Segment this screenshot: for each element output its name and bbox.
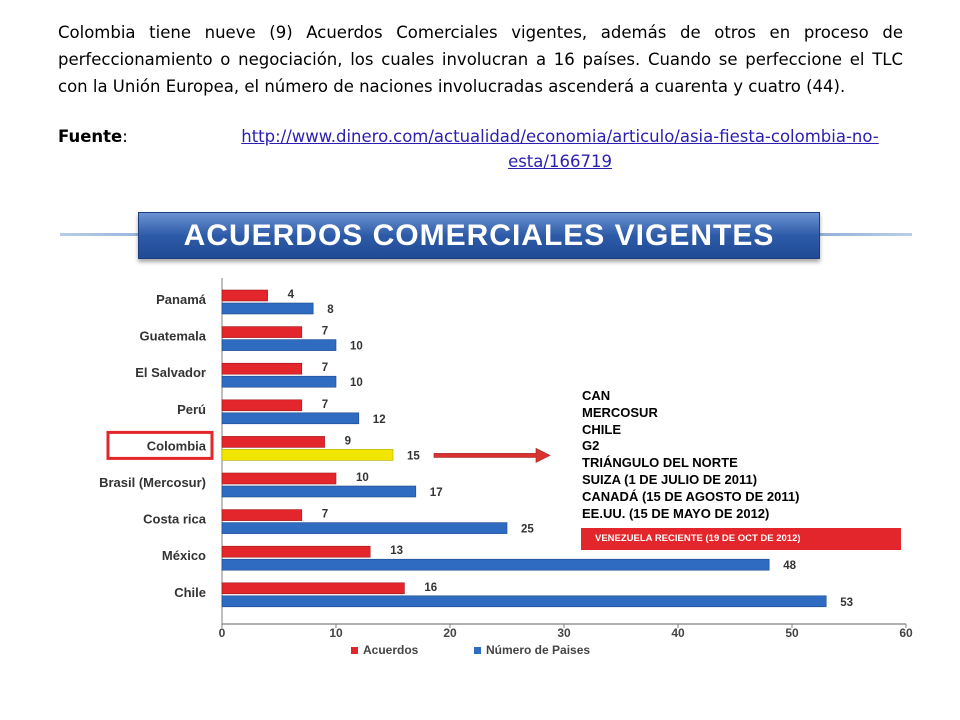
bar-paises: [222, 340, 336, 351]
bar-paises: [222, 303, 313, 314]
agreement-item: CANADÁ (15 DE AGOSTO DE 2011): [582, 488, 800, 504]
data-label-acuerdos: 4: [287, 289, 295, 301]
bar-paises: [222, 486, 416, 497]
agreement-item: SUIZA (1 DE JULIO DE 2011): [582, 471, 758, 487]
intro-paragraph: Colombia tiene nueve (9) Acuerdos Comerciales vigentes, además de otros en proceso de perfeccionamiento o negociación, los cuales involucran a 16 países. Cuando se perfeccione el TLC con la Unión Europea, el número de naciones involucradas ascenderá a cuarenta y cuatro (44).: [58, 23, 903, 96]
bar-acuerdos: [222, 363, 302, 374]
category-label: México: [161, 548, 206, 564]
data-label-acuerdos: 9: [344, 435, 352, 448]
x-tick-label: 0: [218, 626, 226, 640]
agreement-item: MERCOSUR: [582, 404, 658, 420]
bar-acuerdos: [222, 510, 302, 521]
source-line: [58, 124, 903, 171]
data-label-paises: 10: [350, 377, 363, 390]
bar-paises: [222, 559, 769, 570]
bar-paises: [222, 596, 826, 607]
chart-area: [60, 200, 912, 670]
category-label: Perú: [177, 401, 206, 417]
legend-label-paises: Número de Paises: [486, 643, 591, 657]
legend-swatch-paises: [474, 647, 481, 654]
x-tick-label: 50: [785, 626, 799, 640]
bar-acuerdos: [222, 546, 370, 557]
agreement-item: G2: [582, 438, 600, 454]
bar-acuerdos: [222, 290, 268, 301]
data-label-acuerdos: 7: [321, 325, 329, 338]
data-label-acuerdos: 10: [356, 472, 369, 484]
agreement-item: CHILE: [582, 421, 621, 437]
data-label-paises: 8: [327, 304, 334, 316]
bar-acuerdos: [222, 583, 404, 594]
category-label: Guatemala: [139, 328, 206, 344]
data-label-acuerdos: 7: [321, 508, 329, 521]
x-tick-label: 40: [671, 626, 685, 640]
agreement-item: TRIÁNGULO DEL NORTE: [582, 455, 738, 471]
x-tick-label: 60: [899, 626, 913, 640]
bar-paises: [222, 449, 393, 460]
category-label: Brasil (Mercosur): [99, 475, 206, 490]
bar-acuerdos: [222, 400, 302, 411]
chart-title: ACUERDOS COMERCIALES VIGENTES: [138, 212, 820, 259]
agreement-item: EE.UU. (15 DE MAYO DE 2012): [582, 505, 770, 521]
source-colon: :: [122, 127, 128, 146]
x-tick-label: 20: [443, 626, 457, 640]
bar-acuerdos: [222, 327, 302, 338]
legend-swatch-acuerdos: [351, 647, 358, 654]
source-link-line2[interactable]: esta/166719: [508, 152, 612, 171]
legend-label-acuerdos: Acuerdos: [363, 643, 419, 657]
category-label: Panamá: [156, 292, 206, 307]
data-label-paises: 10: [350, 340, 363, 353]
data-label-acuerdos: 16: [424, 581, 438, 594]
category-label: El Salvador: [135, 365, 206, 381]
data-label-paises: 48: [783, 560, 796, 573]
bar-acuerdos: [222, 473, 336, 484]
source-link-wrap: [215, 124, 905, 174]
agreement-item: CAN: [582, 388, 611, 403]
venezuela-badge: VENEZUELA RECIENTE (19 DE OCT DE 2012): [581, 528, 901, 550]
bar-paises: [222, 413, 359, 424]
bar-acuerdos: [222, 436, 325, 447]
x-tick-label: 10: [329, 626, 343, 640]
data-label-acuerdos: 7: [321, 362, 329, 375]
bar-paises: [222, 523, 507, 534]
agreements-list: [582, 388, 799, 522]
category-label: Colombia: [146, 438, 206, 454]
data-label-paises: 53: [840, 596, 853, 609]
bar-paises: [222, 376, 336, 387]
source-label: Fuente: [58, 127, 123, 146]
data-label-paises: 15: [407, 450, 420, 463]
data-label-paises: 17: [429, 487, 443, 499]
source-link-line1[interactable]: http://www.dinero.com/actualidad/economia/articulo/asia-fiesta-colombia-no-: [241, 127, 879, 146]
data-label-acuerdos: 7: [321, 398, 329, 411]
category-label: Chile: [174, 584, 206, 600]
category-label: Costa rica: [143, 511, 206, 527]
x-tick-label: 30: [557, 626, 571, 640]
data-label-paises: 25: [521, 523, 534, 536]
arrow-icon: [434, 448, 550, 462]
data-label-acuerdos: 13: [390, 545, 403, 558]
data-label-paises: 12: [372, 413, 386, 426]
